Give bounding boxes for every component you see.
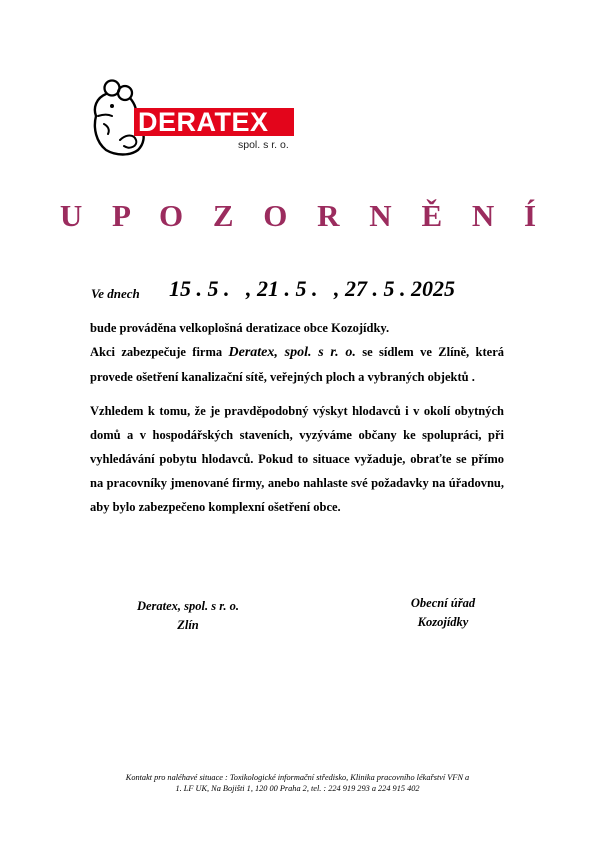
signature-company [118,597,258,635]
body-paragraph-3: Vzhledem k tomu, že je pravděpodobný výskyt hlodavců i v okolí obytných domů a v hospodářských staveních, vyzýváme občany ke spolupráci, při vyhledávání pobytu hlodavců. Pokud to situace vyžaduje, obraťte se přímo na pracovníky jmenované firmy, anebo nahlaste své požadavky na úřadovnu, aby bylo zabezpečeno komplexní ošetření obce. [90,404,504,514]
signature-company-city: Zlín [177,618,199,632]
notice-headline: U P O Z O R N Ě N Í [59,198,548,233]
company-logo [90,78,300,158]
dates-label: Ve dnech [91,286,140,301]
brand-name: DERATEX [138,107,269,137]
dates-row [91,276,511,308]
firm-name-inline: Deratex, spol. s r. o. [228,345,356,360]
signature-office-name: Obecní úřad [410,596,476,610]
body-paragraph-2-start: Akci zabezpečuje firma [90,345,229,359]
body-paragraph-2 [90,340,504,389]
brand-subtitle: spol. s r. o. [238,139,289,151]
body-paragraph-2-end: se sídlem ve Zlíně, která provede ošetření kanalizační sítě, veřejných ploch a vybraných objektů . [90,345,504,384]
signature-municipality [388,594,498,632]
footer-line-1: Kontakt pro naléhavé situace : Toxikologické informační středisko, Klinika pracovního lékařství VFN a [125,773,470,782]
signature-office-town: Kozojídky [417,615,469,629]
notice-body [90,316,504,519]
dates-values: 15 . 5 . , 21 . 5 . , 27 . 5 . 2025 [169,276,455,301]
signature-company-name: Deratex, spol. s r. o. [136,599,240,613]
footer-line-2: 1. LF UK, Na Bojišti 1, 120 00 Praha 2, tel. : 224 919 293 a 224 915 402 [175,784,420,793]
body-paragraph-1: bude prováděna velkoplošná deratizace obce Kozojídky. [90,321,390,335]
emergency-contact-footer [80,772,515,794]
